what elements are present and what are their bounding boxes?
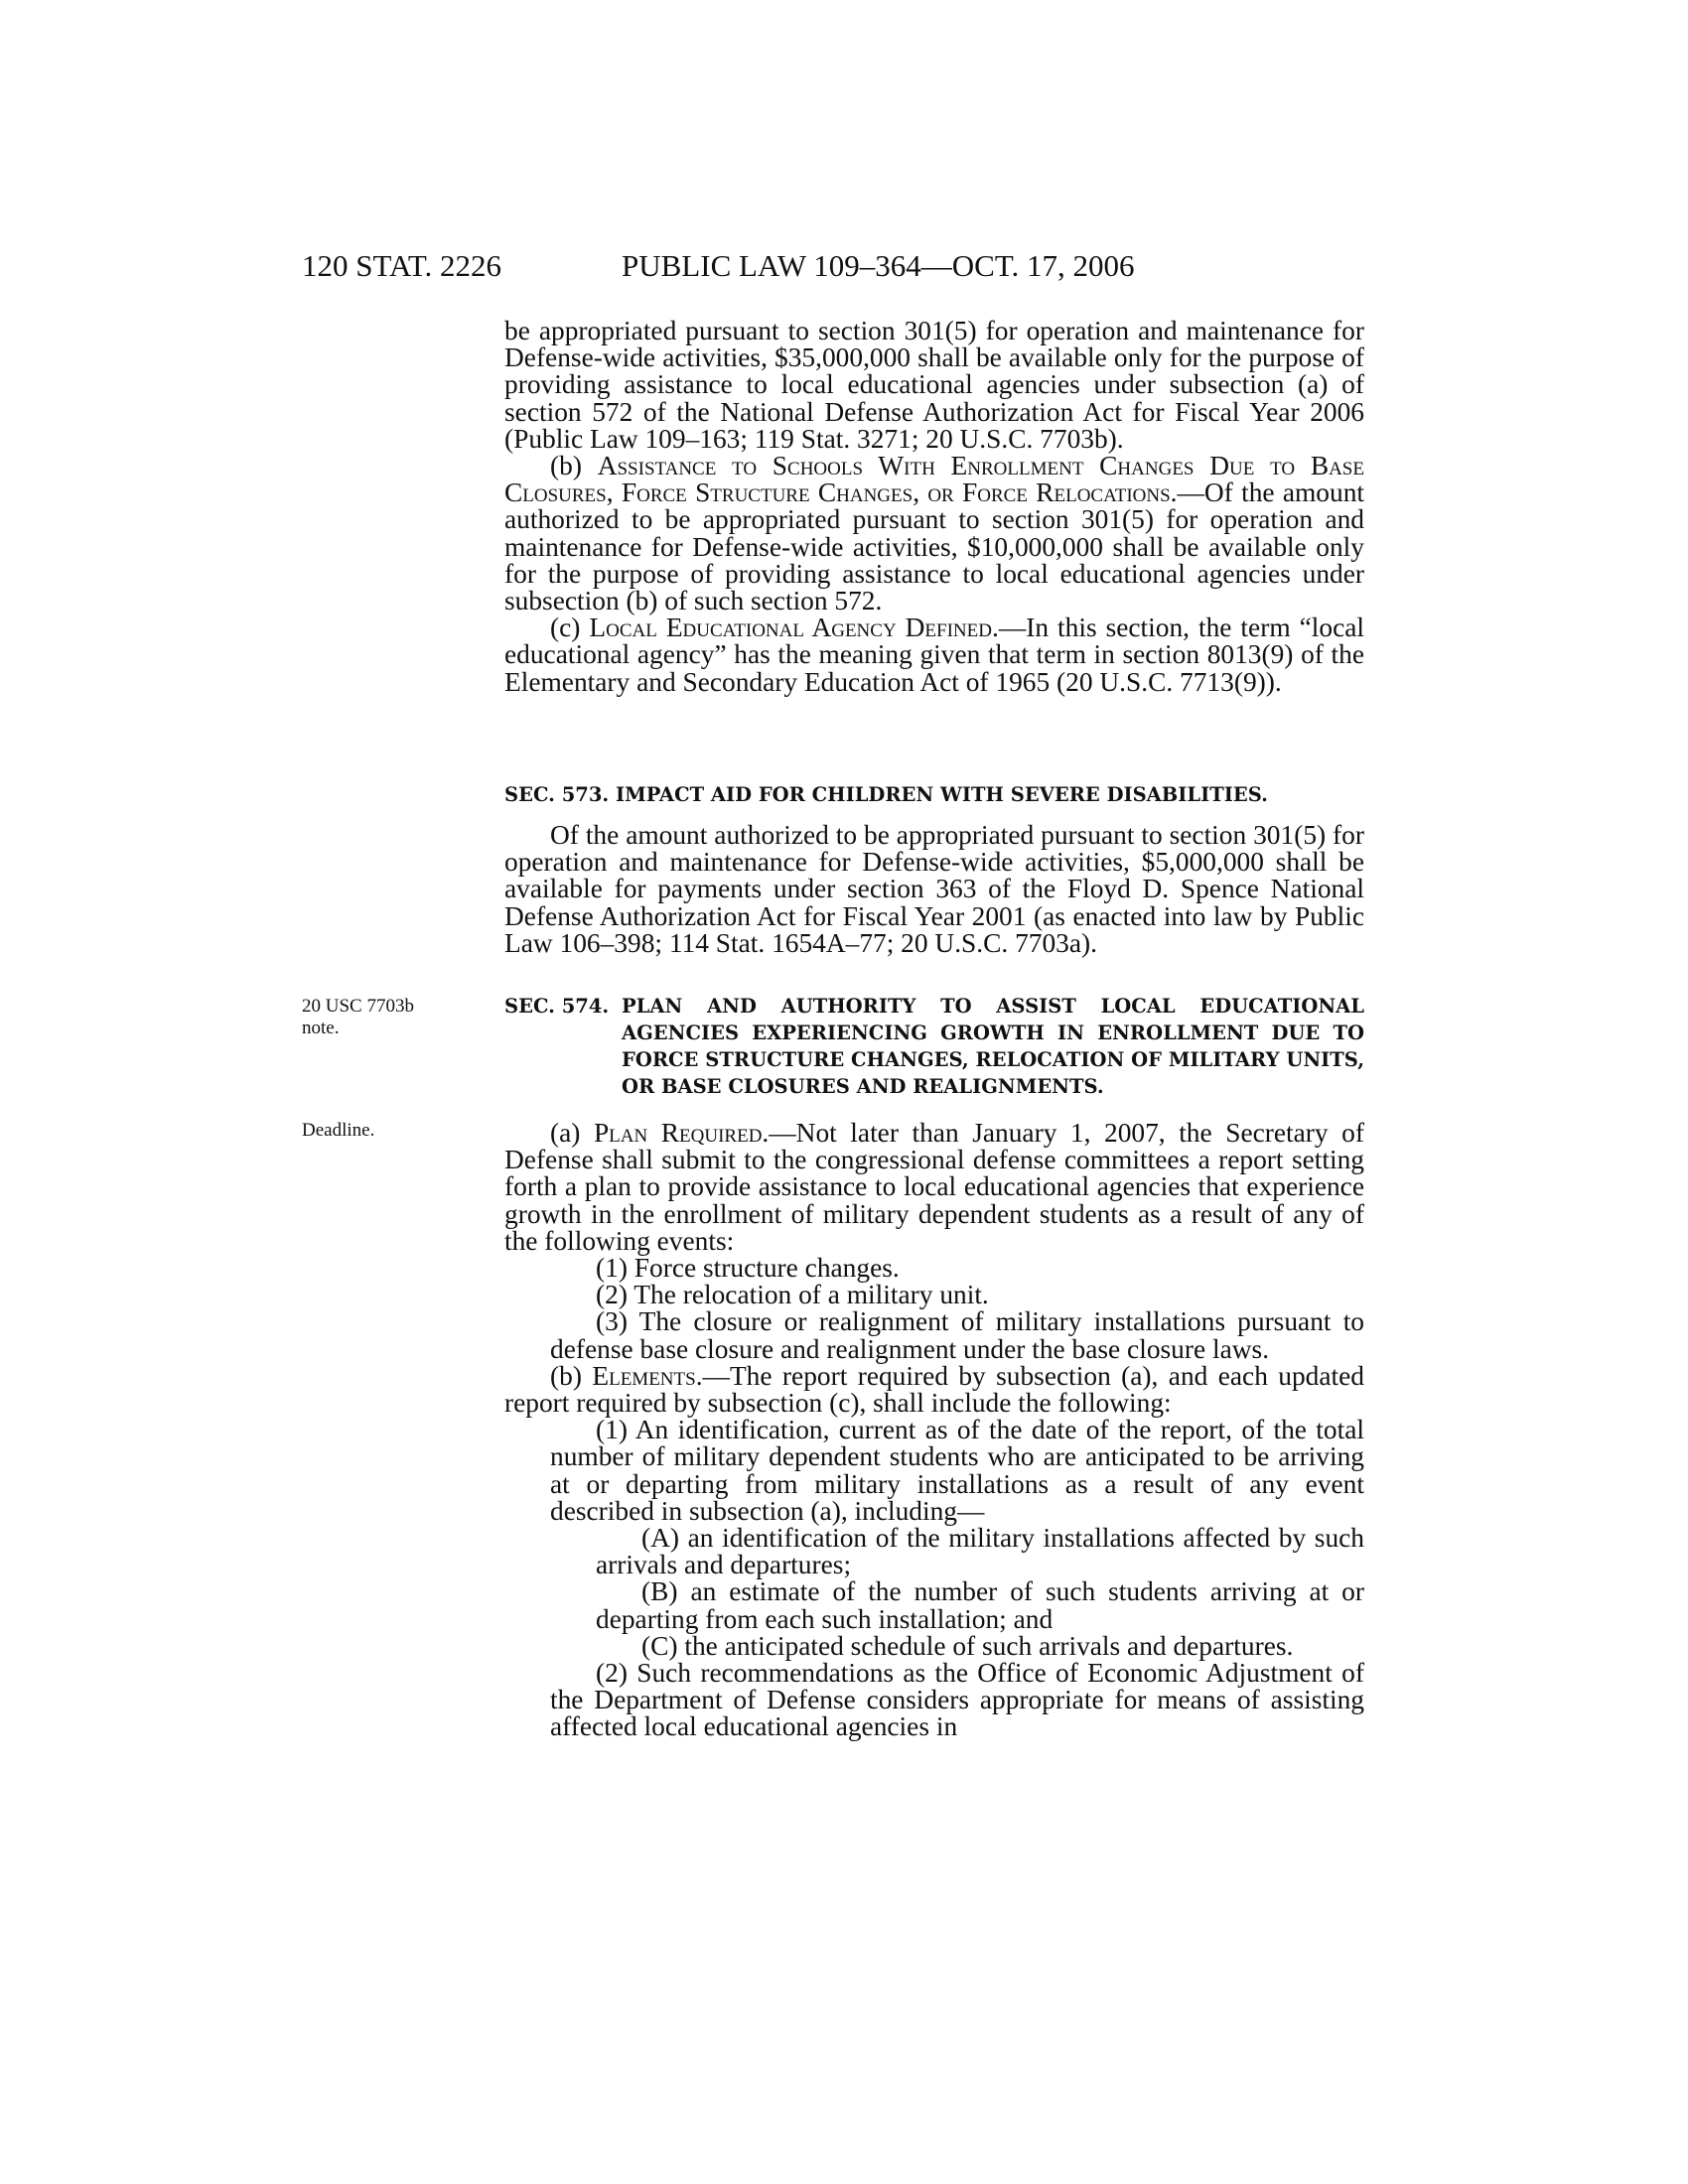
list-item: (2) The relocation of a military unit. [596, 1280, 989, 1310]
subsection-a-heading: Plan Required. [593, 1118, 770, 1148]
margin-note-usc-line2: note. [302, 1018, 340, 1038]
paragraph-c-heading: Local Educational Agency Defined. [589, 613, 999, 643]
list-subitem: (B) an estimate of the number of such students arriving at or departing from each such installation; and [596, 1576, 1364, 1634]
paragraph-b-label: (b) [550, 451, 582, 481]
section-574-title: PLAN AND AUTHORITY TO ASSIST LOCAL EDUCATIONAL AGENCIES EXPERIENCING GROWTH IN ENROLLMENT DUE TO FORCE STRUCTURE CHANGES, RELOCATION OF MILITARY UNITS, OR BASE CLOSURES AND REALIGNMENTS. [622, 995, 1364, 1098]
section-573-heading: SEC. 573. IMPACT AID FOR CHILDREN WITH SEVERE DISABILITIES. [504, 783, 1268, 806]
section-573 [504, 781, 1364, 957]
list-subitem: (C) the anticipated schedule of such arrivals and departures. [641, 1630, 1294, 1661]
subsection-a-text: —Not later than January 1, 2007, the Secretary of Defense shall submit to the congressional defense committees a report setting forth a plan to provide assistance to local educational agencies that experience growth in the enrollment of military dependent students as a result of any of the following events: [504, 1118, 1364, 1256]
section-574-heading [504, 993, 1364, 1100]
main-text-upper [504, 318, 1364, 696]
paragraph-c-text: —In this section, the term “local educational agency” has the meaning given that term in section 8013(9) of the Elementary and Secondary Education Act of 1965 (20 U.S.C. 7713(9)). [504, 613, 1364, 697]
paragraph-b [504, 453, 1364, 614]
subsection-b-text: —The report required by subsection (a), and each updated report required by subsection (c), shall include the following: [504, 1360, 1364, 1419]
list-item: (1) Force structure changes. [596, 1253, 900, 1284]
list-item: (2) Such recommendations as the Office of Economic Adjustment of the Department of Defense considers appropriate for means of assisting affected local educational agencies in [550, 1658, 1364, 1742]
statute-page-reference: 120 STAT. 2226 [302, 248, 502, 283]
subsection-b-label: (b) [550, 1360, 582, 1391]
subsection-b-heading: Elements. [592, 1360, 703, 1391]
section-574-label: SEC. 574. [504, 995, 610, 1018]
margin-note-usc [302, 996, 431, 1039]
section-573-text: Of the amount authorized to be appropriated pursuant to section 301(5) for operation and maintenance for Defense-wide activities, $5,000,000 shall be available for payments under section 363 of the Floyd D. Spence National Defense Authorization Act for Fiscal Year 2001 (as enacted into law by Public Law 106–398; 114 Stat. 1654A–77; 20 U.S.C. 7703a). [504, 820, 1364, 958]
paragraph-b-text: —Of the amount authorized to be appropriated pursuant to section 301(5) for operation and maintenance for Defense-wide activities, $10,000,000 shall be available only for the purpose of providing assistance to local educational agencies under subsection (b) of such section 572. [504, 478, 1364, 616]
section-574-body [504, 1120, 1364, 1741]
page-header [0, 248, 1688, 288]
public-law-title: PUBLIC LAW 109–364—OCT. 17, 2006 [622, 248, 1135, 283]
subsection-b [504, 1360, 1364, 1419]
list-item: (3) The closure or realignment of military installations pursuant to defense base closure and realignment under the base closure laws. [550, 1306, 1364, 1364]
paragraph-c [504, 614, 1364, 696]
margin-note-deadline: Deadline. [302, 1120, 375, 1141]
margin-note-usc-line1: 20 USC 7703b [302, 996, 414, 1017]
paragraph-c-label: (c) [550, 613, 581, 643]
subsection-a [504, 1120, 1364, 1255]
paragraph-continued: be appropriated pursuant to section 301(5) for operation and maintenance for Defense-wide activities, $35,000,000 shall be available only for the purpose of providing assistance to local educational agencies under subsection (a) of section 572 of the National Defense Authorization Act for Fiscal Year 2006 (Public Law 109–163; 119 Stat. 3271; 20 U.S.C. 7703b). [504, 316, 1364, 454]
subsection-a-label: (a) [550, 1118, 581, 1148]
paragraph-b-heading: Assistance to Schools With Enrollment Changes Due to Base Closures, Force Structure Changes, or Force Relocations. [504, 451, 1364, 508]
list-item: (1) An identification, current as of the date of the report, of the total number of military dependent students who are anticipated to be arriving at or departing from military installations as a result of any event described in subsection (a), including— [550, 1415, 1364, 1526]
list-subitem: (A) an identification of the military installations affected by such arrivals and departures; [596, 1523, 1364, 1580]
